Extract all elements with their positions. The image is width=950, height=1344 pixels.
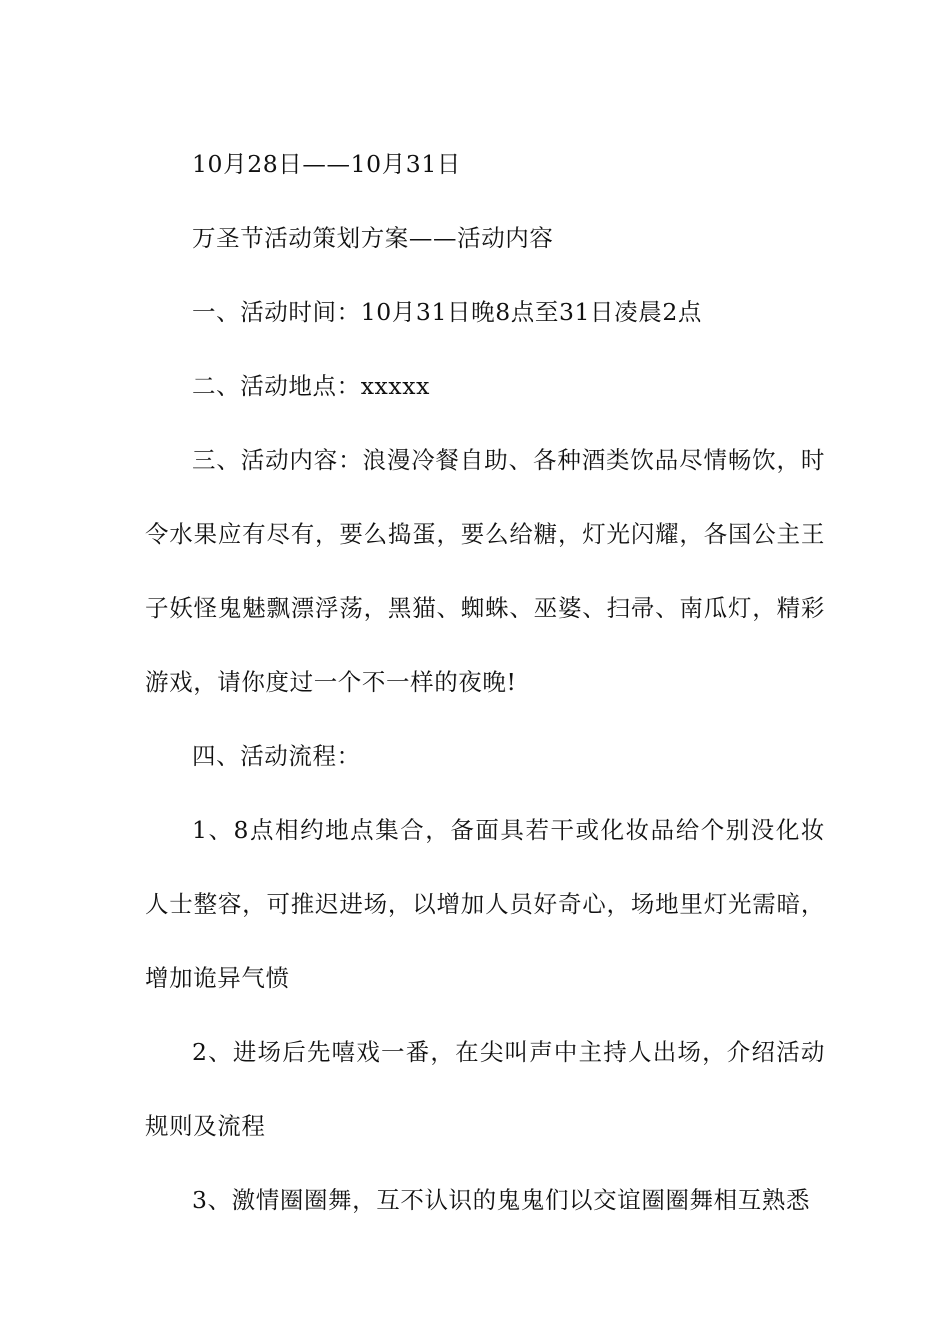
process-step-1: 1、8点相约地点集合，备面具若干或化妆品给个别没化妆人士整容，可推迟进场，以增加人员好奇心，场地里灯光需暗，增加诡异气愤 [145, 816, 825, 992]
activity-process-heading: 四、活动流程： [192, 742, 361, 770]
plan-title: 万圣节活动策划方案——活动内容 [192, 224, 554, 252]
date-range: 10月28日——10月31日 [192, 150, 462, 178]
activity-content: 三、活动内容：浪漫冷餐自助、各种酒类饮品尽情畅饮，时令水果应有尽有，要么捣蛋，要么给糖，灯光闪耀，各国公主王子妖怪鬼魅飘漂浮荡，黑猫、蜘蛛、巫婆、扫帚、南瓜灯，精彩游戏，请你度过一个不一样的夜晚! [145, 446, 825, 696]
process-step-2: 2、进场后先嘻戏一番，在尖叫声中主持人出场，介绍活动规则及流程 [145, 1038, 825, 1140]
activity-location: 二、活动地点：xxxxx [192, 372, 430, 400]
activity-time: 一、活动时间：10月31日晚8点至31日凌晨2点 [192, 298, 703, 326]
document-body [145, 127, 825, 1237]
process-step-3: 3、激情圈圈舞，互不认识的鬼鬼们以交谊圈圈舞相互熟悉 [192, 1186, 811, 1214]
